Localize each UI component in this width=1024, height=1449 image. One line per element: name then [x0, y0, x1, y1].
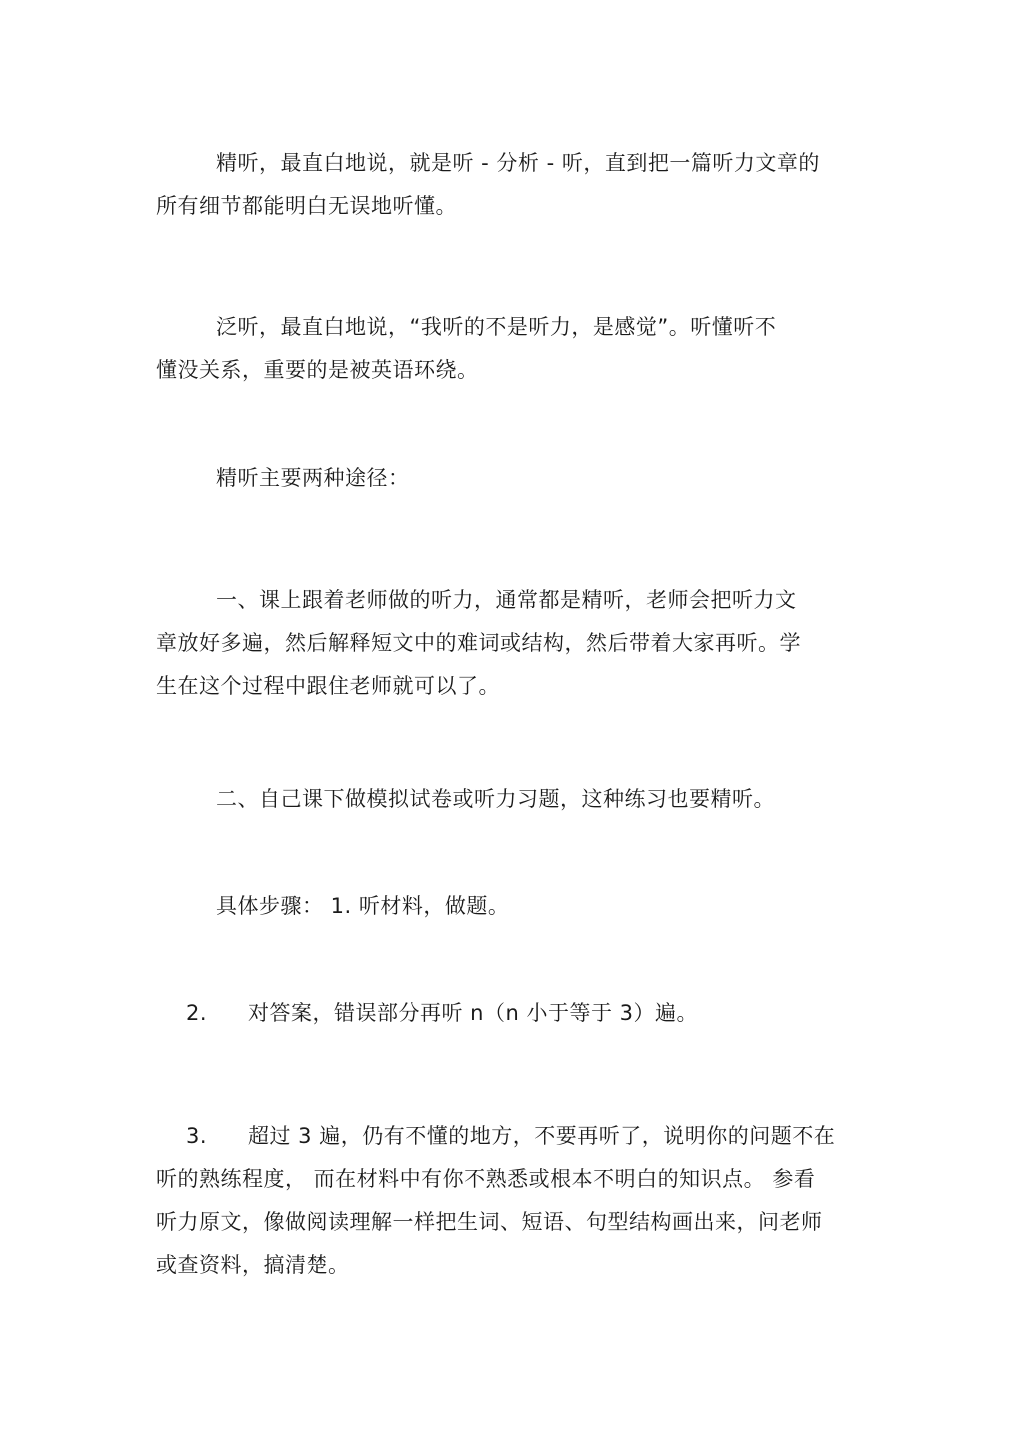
step-number: 2. — [186, 1001, 208, 1025]
text-line: 或查资料，搞清楚。 — [156, 1253, 350, 1277]
step-number: 3. — [186, 1124, 208, 1148]
text-line: 所有细节都能明白无误地听懂。 — [156, 194, 457, 218]
text-line: 二、自己课下做模拟试卷或听力习题，这种练习也要精听。 — [216, 787, 775, 811]
text-line: 懂没关系，重要的是被英语环绕。 — [156, 358, 479, 382]
paragraph-step-three — [156, 1115, 835, 1287]
text-line: 听的熟练程度， 而在材料中有你不熟悉或根本不明白的知识点。 参看 — [156, 1167, 816, 1191]
text-line: 章放好多遍，然后解释短文中的难词或结构，然后带着大家再听。学 — [156, 631, 801, 655]
text-line: 泛听，最直白地说，“我听的不是听力，是感觉”。听懂听不 — [216, 315, 777, 339]
paragraph-method-one — [156, 579, 801, 708]
paragraph-method-two — [156, 778, 775, 821]
text-line: 具体步骤： 1. 听材料，做题。 — [216, 894, 510, 918]
text-line: 生在这个过程中跟住老师就可以了。 — [156, 674, 500, 698]
text-line: 听力原文，像做阅读理解一样把生词、短语、句型结构画出来，问老师 — [156, 1210, 823, 1234]
text-line — [156, 1115, 835, 1158]
paragraph-intensive-listening-definition — [156, 142, 820, 228]
paragraph-two-methods-heading — [156, 457, 410, 500]
text-line: 精听，最直白地说，就是听 - 分析 - 听，直到把一篇听力文章的 — [216, 151, 820, 175]
paragraph-extensive-listening-definition — [156, 306, 776, 392]
text-line — [156, 992, 698, 1035]
paragraph-step-two — [156, 992, 698, 1035]
step-text: 对答案，错误部分再听 n（n 小于等于 3）遍。 — [248, 1001, 699, 1025]
text-line: 精听主要两种途径： — [216, 466, 410, 490]
paragraph-steps-intro — [156, 885, 509, 928]
text-line: 一、课上跟着老师做的听力，通常都是精听，老师会把听力文 — [216, 588, 797, 612]
step-text: 超过 3 遍，仍有不懂的地方，不要再听了，说明你的问题不在 — [248, 1124, 836, 1148]
